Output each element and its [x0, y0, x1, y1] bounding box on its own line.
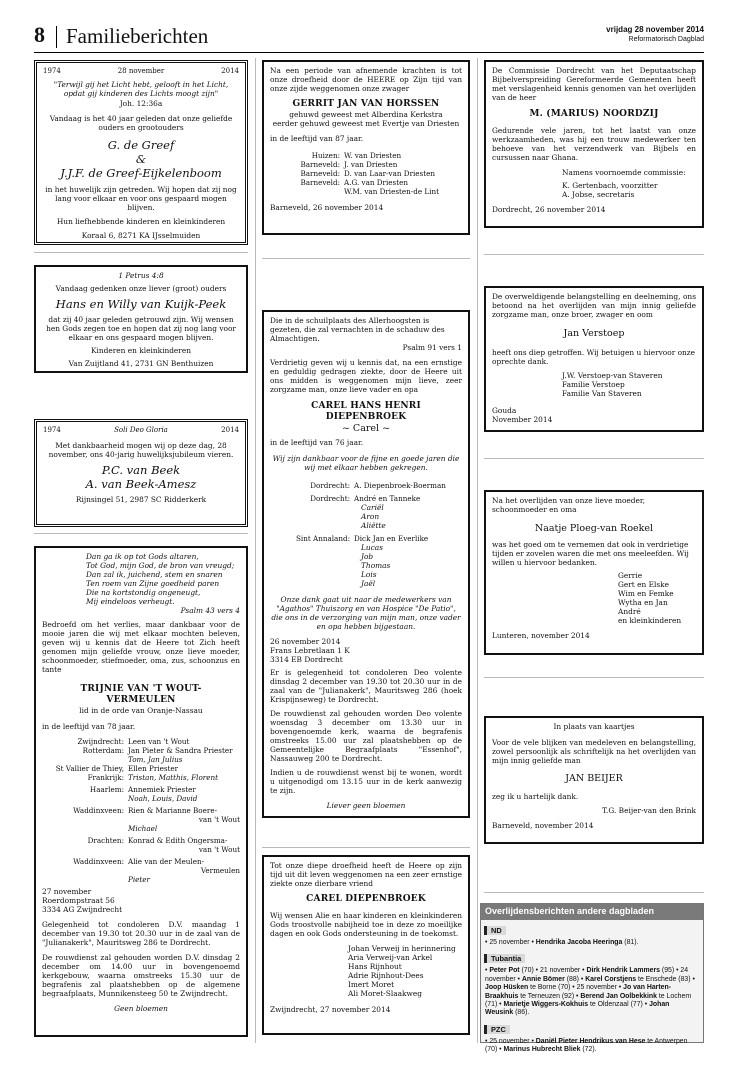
newspaper-entries: • Peter Pot (70) • 21 november • Dirk Hendrik Lammers (95) • 24 november • Annie Bömer (88) • Karel Corstjens te Enschede (83) • Joop Hüsken te Borne (70) • 25 november • Jo van Harten-Braakhuis te Terneuzen (92) • Berend Jan Oolbekkink te Lochem (71) • Marietje Wiggers-Kokhuis te Oldenzaal (77) • Johan Weusink (86).: [485, 967, 695, 1017]
year-right: 2014: [221, 67, 239, 75]
row-divider: [34, 533, 248, 534]
ad-address: Rijnsingel 51, 2987 SC Ridderkerk: [75, 495, 207, 504]
death-notice-diepenbroek: [262, 310, 470, 818]
newspaper-tag: PZC: [484, 1025, 510, 1034]
grandchild: Cariël: [361, 503, 384, 512]
signer: Ali Moret-Slaakweg: [348, 989, 422, 998]
signer: André: [618, 607, 641, 616]
ad-address: Koraal 6, 8271 KA IJsselmuiden: [81, 231, 201, 240]
ad-intro: Verdrietig geven wij u kennis dat, na een ernstige en geduldig gedragen ziekte, door de Heere uit ons midden is weggenomen mijn lieve, zeer zorgzame man, onze lieve vader en opa: [270, 358, 462, 394]
visiting-info: Gelegenheid tot condoleren D.V. maandag 1 december van 19.30 tot 20.30 uur in de zaal van de "Julianakerk", Mauritsweg 286 te Dordrecht.: [42, 920, 240, 947]
family-row: [270, 534, 462, 543]
street: Frans Lebretlaan 1 K: [270, 646, 350, 655]
family-names: D. van Laar-van Driesten: [344, 169, 436, 178]
motto: Soli Deo Gloria: [114, 426, 168, 434]
ad-intro: Bedroefd om het verlies, maar dankbaar voor de mooie jaren die wij met elkaar mochten beleven, geven wij u kennis dat de Heere tot Zich heeft genomen mijn geliefde vrouw, onze lieve moeder, schoonmoeder, stiefmoeder, oma, zus, schoonzus en tante: [42, 620, 240, 674]
family-row: [42, 755, 240, 764]
family-row: [270, 169, 462, 178]
other-newspapers-box: [480, 903, 704, 1054]
ad-from: Hun liefhebbende kinderen en kleinkinderen: [56, 217, 226, 226]
notice-date: 27 november: [42, 887, 92, 896]
family-row: [42, 857, 240, 866]
couple-name-2: J.J.F. de Greef-Eijkelenboom: [60, 166, 222, 180]
signer: J.W. Verstoep-van Staveren: [562, 371, 663, 380]
deceased-name-line2: VERMEULEN: [106, 695, 176, 705]
notice-date: 26 november 2014: [270, 637, 341, 646]
ad-text: Gedurende vele jaren, tot het laatst van onze werkzaamheden, was hij een trouw medewerker ten behoeve van het verzendwerk van Bijbels en cursussen naar Ghana.: [492, 126, 696, 162]
visiting-info: Er is gelegenheid tot condoleren Deo volente dinsdag 2 december van 19.30 tot 20.30 uur in de zaal van de "Julianakerk", Mauritsweg 286 (hoek Krispijnseweg) te Dordrecht.: [270, 668, 462, 704]
ad-dateline: [43, 67, 239, 76]
couple-name-1: G. de Greef: [107, 138, 175, 152]
family-row: [42, 737, 240, 746]
anniversary-ad-de-greef: [34, 60, 248, 245]
signer: Imert Moret: [348, 980, 395, 989]
deceased-honor: lid in de orde van Oranje-Nassau: [79, 706, 203, 715]
paper-name: Reformatorisch Dagblad: [628, 36, 704, 43]
family-row: [270, 178, 462, 187]
section-tubantia: [481, 948, 703, 1018]
deceased-name: Jan Verstoep: [563, 328, 625, 339]
family-names-cont: van 't Wout: [198, 845, 240, 854]
grandchild: Aliëtte: [361, 521, 386, 530]
condolence-noordzij: [484, 60, 704, 228]
section-pzc: [481, 1019, 703, 1056]
family-place: Dordrecht:: [310, 494, 350, 503]
attendance-info: Indien u de rouwdienst wenst bij te wonen, wordt u uitgenodigd om 13.15 uur in de kerk aanwezig te zijn.: [270, 768, 462, 795]
family-list: [270, 151, 462, 196]
flowers-note: Geen bloemen: [114, 1004, 168, 1013]
grandchildren: Tristan, Matthis, Florent: [128, 773, 219, 782]
ad-body: Voor de vele blijken van medeleven en belangstelling, zowel persoonlijk als schriftelijk na het overlijden van mijn innig geliefde man: [492, 738, 696, 765]
verse-line: Mij eindeloos verheugt.: [86, 597, 175, 606]
deceased-name-line1: TRIJNIE VAN 'T WOUT-: [80, 684, 202, 694]
signer: Wim en Femke: [618, 589, 674, 598]
ad-footer: Lunteren, november 2014: [492, 631, 590, 640]
ad-body: dat zij 40 jaar geleden getrouwd zijn. Wij wensen hen Gods zegen toe en hopen dat zij nog lang voor elkaar en ons gespaard mogen blijven.: [46, 315, 236, 342]
verse-line: Dan ga ik op tot Gods altaren,: [86, 552, 199, 561]
deceased-name: Naatje Ploeg-van Roekel: [534, 523, 654, 534]
grandchild: Thomas: [361, 561, 391, 570]
signer: Hans Rijnhout: [348, 962, 402, 971]
ad-date: 28 november: [117, 67, 165, 75]
family-place: St Vallier de Thiey,: [55, 764, 124, 773]
family-row: [270, 160, 462, 169]
box-title: Overlijdensberichten andere dagbladen: [481, 904, 703, 920]
flowers-note: Liever geen bloemen: [326, 801, 406, 810]
signer: T.G. Beijer-van den Brink: [602, 806, 696, 815]
section-title: Familieberichten: [66, 24, 209, 48]
anniversary-ad-van-kuijk: [34, 265, 248, 373]
family-names: A. Diepenbroek-Boerman: [354, 481, 446, 490]
ad-intro: Vandaag is het 40 jaar geleden dat onze geliefde ouders en grootouders: [49, 114, 233, 132]
signer: Familie Van Staveren: [562, 389, 642, 398]
death-notice-van-horssen: [262, 60, 470, 235]
family-list: [42, 737, 240, 884]
signers: [492, 181, 696, 199]
bible-ref: Psalm 43 vers 4: [180, 606, 240, 615]
signers: [270, 944, 462, 998]
signers: [492, 371, 696, 398]
anniversary-ad-van-beek: [34, 419, 248, 527]
family-names: Jan Pieter & Sandra Priester: [128, 746, 233, 755]
row-divider: [262, 847, 470, 848]
ampersand: &: [135, 152, 147, 166]
home-address: [270, 637, 462, 664]
grandchildren: Noah, Louis, David: [128, 794, 198, 803]
ad-body: De Commissie Dordrecht van het Deputaatschap Bijbelverspreiding Gereformeerde Gemeenten heeft met verslagenheid kennis genomen van het overlijden van de heer: [492, 66, 696, 102]
family-names: Konrad & Edith Ongersma-: [128, 836, 228, 845]
header-divider: [56, 26, 57, 48]
deceased-age: in de leeftijd van 78 jaar.: [42, 722, 136, 731]
grandchild: Jaël: [361, 579, 376, 588]
couple-name-2: A. van Beek-Amesz: [85, 477, 197, 491]
family-names: André en Tanneke: [354, 494, 421, 503]
family-row: [42, 785, 240, 794]
family-names: Leen van 't Wout: [128, 737, 190, 746]
deceased-name: M. (MARIUS) NOORDZIJ: [529, 109, 659, 119]
family-place: Barneveld:: [300, 160, 340, 169]
family-row: [270, 494, 462, 503]
couple-name: Hans en Willy van Kuijk-Peek: [55, 297, 227, 311]
row-divider: [484, 458, 704, 459]
deceased-name: JAN BEIJER: [565, 773, 623, 784]
date: November 2014: [492, 415, 553, 424]
header-rule: [34, 52, 704, 53]
year-right: 2014: [221, 426, 239, 434]
signer: Gert en Elske: [618, 580, 670, 589]
row-divider: [484, 892, 704, 893]
thanks-note: Wij zijn dankbaar voor de fijne en goede jaren die wij met elkaar hebben gekregen.: [272, 454, 460, 472]
family-place: [270, 187, 344, 196]
bible-ref: Psalm 91 vers 1: [402, 343, 462, 352]
column-divider: [477, 58, 478, 1043]
family-row: [270, 481, 462, 490]
deceased-name-line1: CAREL HANS HENRI: [311, 401, 421, 411]
family-row: [42, 845, 240, 854]
family-row: [42, 866, 240, 875]
family-row: [42, 806, 240, 815]
family-names: Annemiek Priester: [128, 785, 196, 794]
family-row: [42, 824, 240, 833]
family-names: Alie van der Meulen-: [128, 857, 205, 866]
signer: Aria Verweij-van Arkel: [348, 953, 433, 962]
grandchildren: Michael: [128, 824, 158, 833]
family-place: Waddinxveen:: [73, 806, 124, 815]
signer: K. Gertenbach, voorzitter: [562, 181, 658, 190]
ad-footer: Barneveld, november 2014: [492, 821, 594, 830]
family-row: [270, 187, 462, 196]
verse-block: [42, 552, 240, 606]
signer: en kleinkinderen: [618, 616, 682, 625]
family-row: [270, 151, 462, 160]
ad-footer: Dordrecht, 26 november 2014: [492, 205, 606, 214]
newspaper-entries: • 25 november • Hendrika Jacoba Heeringa (81).: [485, 939, 639, 946]
ad-dateline: [43, 426, 239, 435]
ad-body: Wij wensen Alie en haar kinderen en kleinkinderen Gods troostvolle nabijheid toe in deze zo moeilijke dagen en ook Gods ondersteuning in de toekomst.: [270, 911, 462, 938]
place: Gouda: [492, 406, 517, 415]
row-divider: [484, 677, 704, 678]
verse: Die in de schuilplaats des Allerhoogsten is gezeten, die zal vernachten in de schaduw des Almachtigen.: [270, 316, 445, 343]
ad-intro: Vandaag gedenken onze liever (groot) ouders: [55, 284, 227, 293]
deceased-name-line2: DIEPENBROEK: [325, 412, 407, 422]
newspaper-tag: ND: [484, 926, 506, 935]
family-row: [42, 875, 240, 884]
ad-from: Kinderen en kleinkinderen: [91, 346, 191, 355]
ad-address: Van Zuijtland 41, 2731 GN Benthuizen: [68, 359, 214, 368]
signer: A. Jobse, secretaris: [562, 190, 635, 199]
deceased-age: in de leeftijd van 76 jaar.: [270, 438, 364, 447]
row-divider: [262, 258, 470, 259]
family-place: Zwijndrecht:: [77, 737, 124, 746]
family-place: Waddinxveen:: [73, 857, 124, 866]
newspaper-tag: Tubantia: [484, 954, 525, 963]
ad-footer: [492, 406, 696, 424]
family-row: [42, 746, 240, 755]
death-notice-van-t-wout: [34, 546, 248, 1037]
bible-ref: 1 Petrus 4:8: [118, 271, 164, 280]
thanks-caregivers: Onze dank gaat uit naar de medewerkers van "Agathos" Thuiszorg en van Hospice "De Patio", die ons in de verzorging van mijn man, onze vader en opa hebben bijgestaan.: [271, 595, 461, 631]
family-list: [270, 481, 462, 588]
ad-footer: Zwijndrecht, 27 november 2014: [270, 1005, 391, 1014]
thanks-beijer: [484, 716, 704, 844]
signer: Johan Verweij in herinnering: [348, 944, 456, 953]
column-divider: [255, 58, 256, 1043]
verse-line: Dan zal ik, juichend, stem en snaren: [86, 570, 223, 579]
signers: [492, 571, 696, 625]
verse-line: Ten roem van Zijne goedheid paren: [86, 579, 220, 588]
signer: Wytha en Jan: [618, 598, 668, 607]
section-nd: [481, 920, 703, 948]
family-names: W. van Driesten: [344, 151, 402, 160]
ad-intro: Na een periode van afnemende krachten is tot onze droefheid door de HEERE op Zijn tijd van onze zijde weggenomen onze zwager: [270, 66, 462, 93]
ad-text: was het goed om te vernemen dat ook in verdrietige tijden er zovelen waren die met ons meeleefden. Wij willen u hiervoor bedanken.: [492, 540, 689, 567]
family-place: Barneveld:: [300, 178, 340, 187]
family-row: [42, 773, 240, 782]
row-divider: [34, 252, 248, 253]
family-place: Huizen:: [311, 151, 340, 160]
verse-line: Tot God, mijn God, de bron van vreugd;: [86, 561, 235, 570]
zip-city: 3334 AG Zwijndrecht: [42, 905, 123, 914]
bible-ref: Joh. 12:36a: [119, 99, 163, 108]
ad-footer: Barneveld, 26 november 2014: [270, 203, 384, 212]
on-behalf: Namens voornoemde commissie:: [562, 168, 686, 177]
newspaper-entries: • 25 november • Daniël Pieter Hendrikus van Hese te Antwerpen (70) • Marinus Hubrecht Bliek (72).: [485, 1037, 688, 1054]
family-names: Dick Jan en Everlike: [354, 534, 429, 543]
family-place: Frankrijk:: [87, 773, 124, 782]
deceased-spouse: gehuwd geweest met Alberdina Kerkstra: [289, 110, 443, 119]
grandchild: Job: [361, 552, 374, 561]
grandchild: Lois: [361, 570, 377, 579]
service-info: De rouwdienst zal gehouden worden D.V. dinsdag 2 december om 14.00 uur in bovengenoemd kerkgebouw, waarna omstreeks 15.30 uur de begrafenis zal plaatshebben op de algemene begraafplaats, Munnikensteeg 50 te Zwijndrecht.: [42, 953, 240, 998]
family-place: Barneveld:: [300, 169, 340, 178]
family-names: J. van Driesten: [344, 160, 398, 169]
signer: Familie Verstoep: [562, 380, 625, 389]
service-info: De rouwdienst zal gehouden worden Deo volente woensdag 3 december om 13.30 uur in bovengenoemde kerk, waarna de begrafenis omstreeks 15.00 uur zal plaatshebben op de Gemeentelijke Begraafplaats "Essenhof", Nassauweg 200 te Dordrecht.: [270, 709, 462, 763]
deceased-age: in de leeftijd van 87 jaar.: [270, 134, 364, 143]
year-left: 1974: [43, 426, 61, 434]
verse-line: Die na kortstondig ongeneugt,: [86, 588, 201, 597]
home-address: [42, 887, 240, 914]
death-notice-friends-diepenbroek: [262, 855, 470, 1035]
ad-body: Na het overlijden van onze lieve moeder, schoonmoeder en oma: [492, 496, 645, 514]
family-names: A.G. van Driesten: [344, 178, 408, 187]
ad-body: in het huwelijk zijn getreden. Wij hopen dat zij nog lang voor elkaar en voor ons gespaard mogen blijven.: [45, 185, 237, 212]
family-row: [42, 836, 240, 845]
ad-text: zeg ik u hartelijk dank.: [492, 792, 579, 801]
deceased-name: GERRIT JAN VAN HORSSEN: [292, 99, 440, 109]
grandchild: Aron: [361, 512, 380, 521]
family-place: Dordrecht:: [310, 481, 350, 490]
family-names: Rien & Marianne Boere-: [128, 806, 218, 815]
page-header: [34, 22, 704, 50]
signer: Gerrie: [618, 571, 643, 580]
couple-name-1: P.C. van Beek: [101, 463, 181, 477]
family-row: [42, 764, 240, 773]
deceased-nickname: ~ Carel ~: [341, 423, 391, 434]
grandchildren: Tom, Jan Julius: [128, 755, 183, 764]
family-names-cont: Vermeulen: [200, 866, 240, 875]
deceased-name: CAREL DIEPENBROEK: [306, 894, 426, 904]
family-names-cont: van 't Wout: [198, 815, 240, 824]
thanks-ploeg: [484, 490, 704, 655]
bible-quote: "Terwijl gij het Licht hebt, gelooft in het Licht, opdat gij kinderen des Lichts moogt zijn": [53, 80, 229, 98]
ad-body: De overweldigende belangstelling en deelneming, ons betoond na het overlijden van mijn innig geliefde zorgzame man, onze broer, zwager en oom: [492, 292, 696, 319]
ad-text: heeft ons diep getroffen. Wij betuigen u hiervoor onze oprechte dank.: [492, 348, 696, 366]
ad-body: Met dankbaarheid mogen wij op deze dag, 28 november, ons 40-jarig huwelijksjubileum vieren.: [48, 441, 234, 459]
signer: Adrie Rijnhout-Dees: [348, 971, 424, 980]
issue-date: vrijdag 28 november 2014: [606, 25, 704, 34]
row-divider: [484, 254, 704, 255]
family-place: Rotterdam:: [82, 746, 124, 755]
grandchildren: Pieter: [128, 875, 150, 884]
zip-city: 3314 EB Dordrecht: [270, 655, 343, 664]
ad-head: In plaats van kaartjes: [553, 722, 635, 731]
family-place: Haarlem:: [89, 785, 124, 794]
family-place: Sint Annaland:: [296, 534, 350, 543]
thanks-verstoep: [484, 286, 704, 432]
family-names: Ellen Priester: [128, 764, 179, 773]
family-row: [42, 815, 240, 824]
year-left: 1974: [43, 67, 61, 75]
page-number: 8: [34, 22, 45, 47]
grandchild: Lucas: [361, 543, 384, 552]
ad-intro: Tot onze diepe droefheid heeft de Heere op zijn tijd uit dit leven weggenomen na een zeer ernstige ziekte onze dierbare vriend: [270, 861, 462, 888]
family-row: [42, 794, 240, 803]
family-place: Drachten:: [87, 836, 124, 845]
deceased-former-spouse: eerder gehuwd geweest met Evertje van Driesten: [272, 119, 460, 128]
family-names: W.M. van Driesten-de Lint: [344, 187, 439, 196]
street: Roerdompstraat 56: [42, 896, 115, 905]
